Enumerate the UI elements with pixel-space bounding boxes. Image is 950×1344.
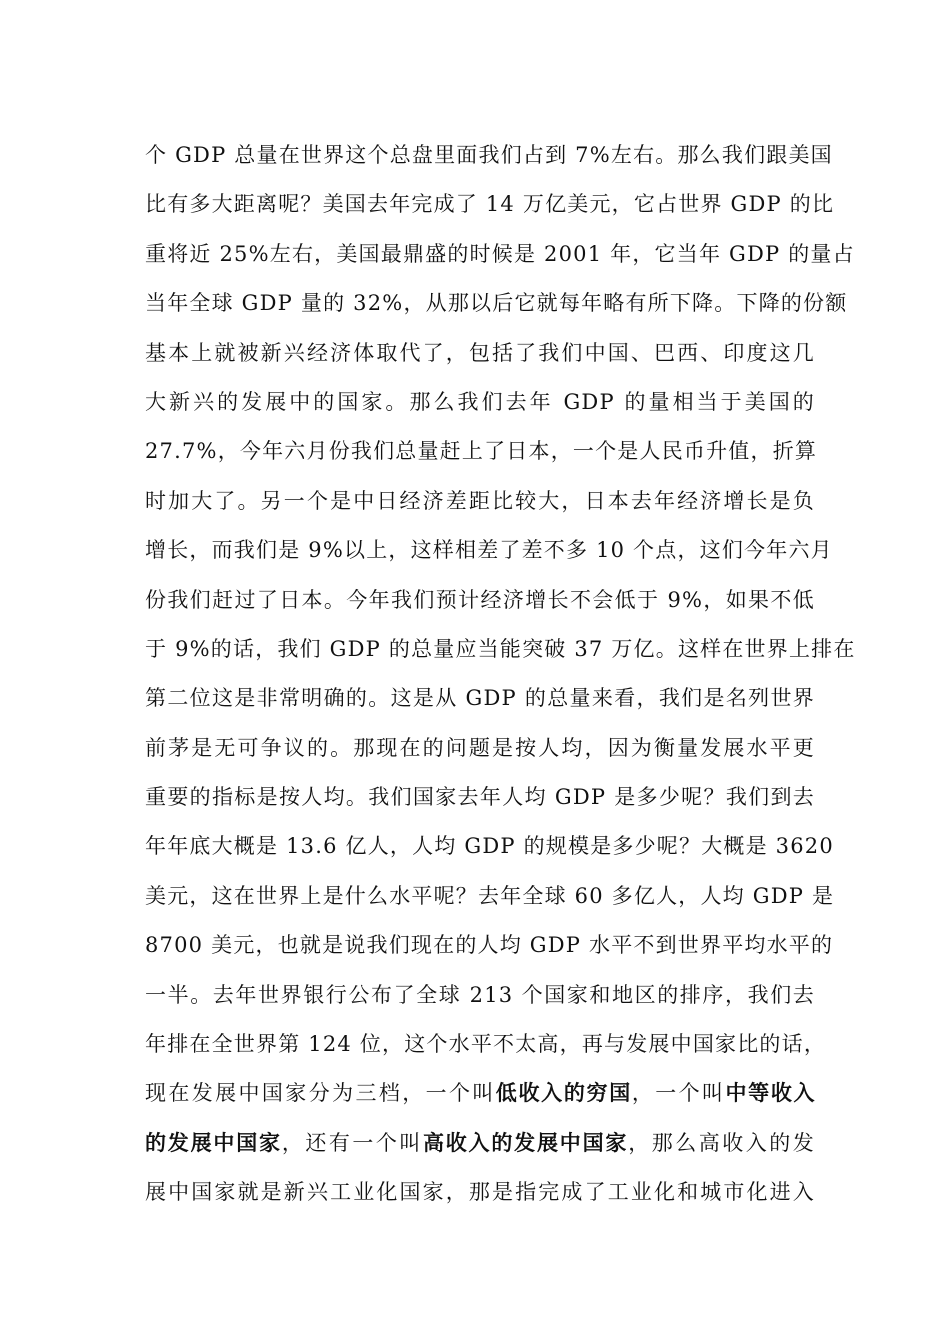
text-line: 基本上就被新兴经济体取代了，包括了我们中国、巴西、印度这几 [145,340,815,365]
text-line: 年年底大概是 13.6 亿人，人均 GDP 的规模是多少呢？大概是 3620 [145,834,834,859]
text-line: 大新兴的发展中的国家。那么我们去年 GDP 的量相当于美国的 [145,389,815,414]
text-span: ，还有一个叫 [281,1130,423,1155]
text-line: 一半。去年世界银行公布了全球 213 个国家和地区的排序，我们去 [145,982,815,1007]
text-line: 比有多大距离呢？美国去年完成了 14 万亿美元，它占世界 GDP 的比 [145,192,835,217]
bold-term-high-income: 高收入的发展中国家 [422,1130,629,1155]
text-line: 前茅是无可争议的。那现在的问题是按人均，因为衡量发展水平更 [145,735,815,760]
text-span: ，一个叫 [631,1081,726,1106]
body-text [145,131,856,1218]
bold-term-middle-income-cont: 的发展中国家 [145,1130,282,1155]
text-line: 展中国家就是新兴工业化国家，那是指完成了工业化和城市化进入 [145,1180,815,1205]
text-line-mixed [145,1069,815,1118]
text-line: 份我们赶过了日本。今年我们预计经济增长不会低于 9%，如果不低 [145,587,815,612]
text-line: 重将近 25%左右，美国最鼎盛的时候是 2001 年，它当年 GDP 的量占 [145,241,855,266]
text-line: 年排在全世界第 124 位，这个水平不太高，再与发展中国家比的话， [145,1032,827,1057]
text-line: 个 GDP 总量在世界这个总盘里面我们占到 7%左右。那么我们跟美国 [145,143,833,167]
text-line-mixed [145,1119,815,1168]
bold-term-low-income: 低收入的穷国 [495,1081,632,1106]
text-span: 现在发展中国家分为三档，一个叫 [145,1081,496,1106]
text-line: 时加大了。另一个是中日经济差距比较大，日本去年经济增长是负 [145,488,815,513]
text-line: 重要的指标是按人均。我们国家去年人均 GDP 是多少呢？我们到去 [145,785,815,810]
text-span: ，那么高收入的发 [628,1130,816,1155]
text-line: 美元，这在世界上是什么水平呢？去年全球 60 多亿人，人均 GDP 是 [145,883,835,908]
text-line: 增长，而我们是 9%以上，这样相差了差不多 10 个点，这们今年六月 [145,538,833,563]
bold-term-middle-income: 中等收入 [725,1081,816,1106]
text-line: 第二位这是非常明确的。这是从 GDP 的总量来看，我们是名列世界 [145,686,815,711]
text-line: 8700 美元，也就是说我们现在的人均 GDP 水平不到世界平均水平的 [145,933,834,958]
text-line: 当年全球 GDP 量的 32%，从那以后它就每年略有所下降。下降的份额 [145,291,848,316]
text-line: 27.7%，今年六月份我们总量赶上了日本，一个是人民币升值，折算 [145,439,818,464]
text-line: 于 9%的话，我们 GDP 的总量应当能突破 37 万亿。这样在世界上排在 [145,636,856,661]
